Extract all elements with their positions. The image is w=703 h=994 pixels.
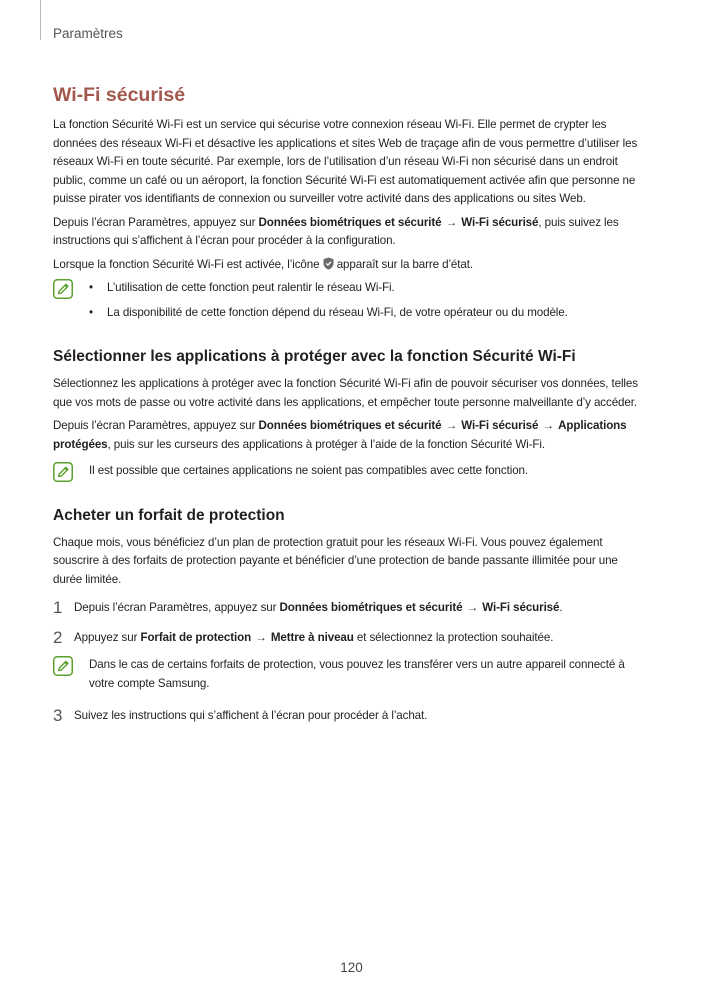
section-title: Wi-Fi sécurisé: [53, 84, 186, 106]
step-3: 3 Suivez les instructions qui s’affichent à l’écran pour procéder à l’achat.: [53, 706, 428, 725]
intro-paragraph: La fonction Sécurité Wi-Fi est un service qui sécurise votre connexion réseau Wi-Fi. Elle permet de crypter les données des réseaux Wi-Fi et désactive les applications et sites Web de traçage afin de vous permettre d’utiliser les réseaux Wi-Fi en toute sécurité. Par exemple, lors de l’utilisation d’un réseau Wi-Fi non sécurisé dans un endroit public, comme un café ou un aéroport, la fonction Sécurité Wi-Fi est automatiquement activée afin que personne ne puisse pirater vos identifiants de connexion ou surveiller votre activité dans des applications ou sites Web.: [53, 118, 638, 205]
note-box: [53, 462, 649, 487]
note-icon: [53, 656, 73, 676]
note-bullet: • La disponibilité de cette fonction dépend du réseau Wi-Fi, de votre opérateur ou du modèle.: [89, 305, 568, 319]
step-1: 1 Depuis l’écran Paramètres, appuyez sur Données biométriques et sécurité → Wi-Fi sécurisé.: [53, 598, 563, 617]
note-box: [53, 656, 649, 699]
header-title: Paramètres: [53, 26, 123, 41]
note-icon: [53, 462, 73, 482]
step-2: 2 Appuyez sur Forfait de protection → Mettre à niveau et sélectionnez la protection souhaitée.: [53, 627, 554, 647]
apps-path-paragraph: Depuis l’écran Paramètres, appuyez sur Données biométriques et sécurité → Wi-Fi sécurisé → Applications protégées, puis sur les curseurs des applications à protéger à l’aide de la fonction Sécurité Wi-Fi.: [53, 419, 627, 451]
apps-section-title: Sélectionner les applications à protéger avec la fonction Sécurité Wi-Fi: [53, 348, 576, 365]
note-icon: [53, 279, 73, 299]
plan-intro-paragraph: Chaque mois, vous bénéficiez d’un plan de protection gratuit pour les réseaux Wi-Fi. Vous pouvez également souscrire à des forfaits de protection payante et bénéficier d’une protection de bande passante illimitée pour une durée limitée.: [53, 535, 618, 586]
page-number: 120: [340, 960, 363, 975]
note-bullet: • L’utilisation de cette fonction peut ralentir le réseau Wi-Fi.: [89, 281, 395, 294]
step-number: 3: [53, 706, 63, 725]
header-divider: [40, 0, 41, 40]
shield-icon: [323, 257, 334, 270]
note-text: Dans le cas de certains forfaits de protection, vous pouvez les transférer vers un autre appareil connecté à votre compte Samsung.: [89, 658, 625, 690]
menu-path-secure-wifi: Wi-Fi sécurisé: [461, 215, 539, 229]
step-number: 1: [53, 598, 63, 617]
apps-intro-paragraph: Sélectionnez les applications à protéger avec la fonction Sécurité Wi-Fi afin de pouvoir sécuriser vos données, telles que vos mots de passe ou votre activité dans les applications, et empêcher toute personne malveillante d’y accéder.: [53, 377, 638, 409]
menu-path-biometrics: Données biométriques et sécurité: [258, 215, 442, 229]
document-content: [53, 82, 649, 735]
plan-section-title: Acheter un forfait de protection: [53, 506, 285, 524]
path-paragraph: Depuis l’écran Paramètres, appuyez sur Données biométriques et sécurité → Wi-Fi sécurisé, puis suivez les instructions qui s’affichent à l’écran pour procéder à la configuration.: [53, 215, 619, 247]
note-text: Il est possible que certaines applications ne soient pas compatibles avec cette fonction.: [89, 464, 529, 477]
icon-paragraph: Lorsque la fonction Sécurité Wi-Fi est activée, l’icône apparaît sur la barre d’état.: [53, 257, 473, 271]
step-number: 2: [53, 627, 63, 647]
note-box: [53, 279, 649, 328]
